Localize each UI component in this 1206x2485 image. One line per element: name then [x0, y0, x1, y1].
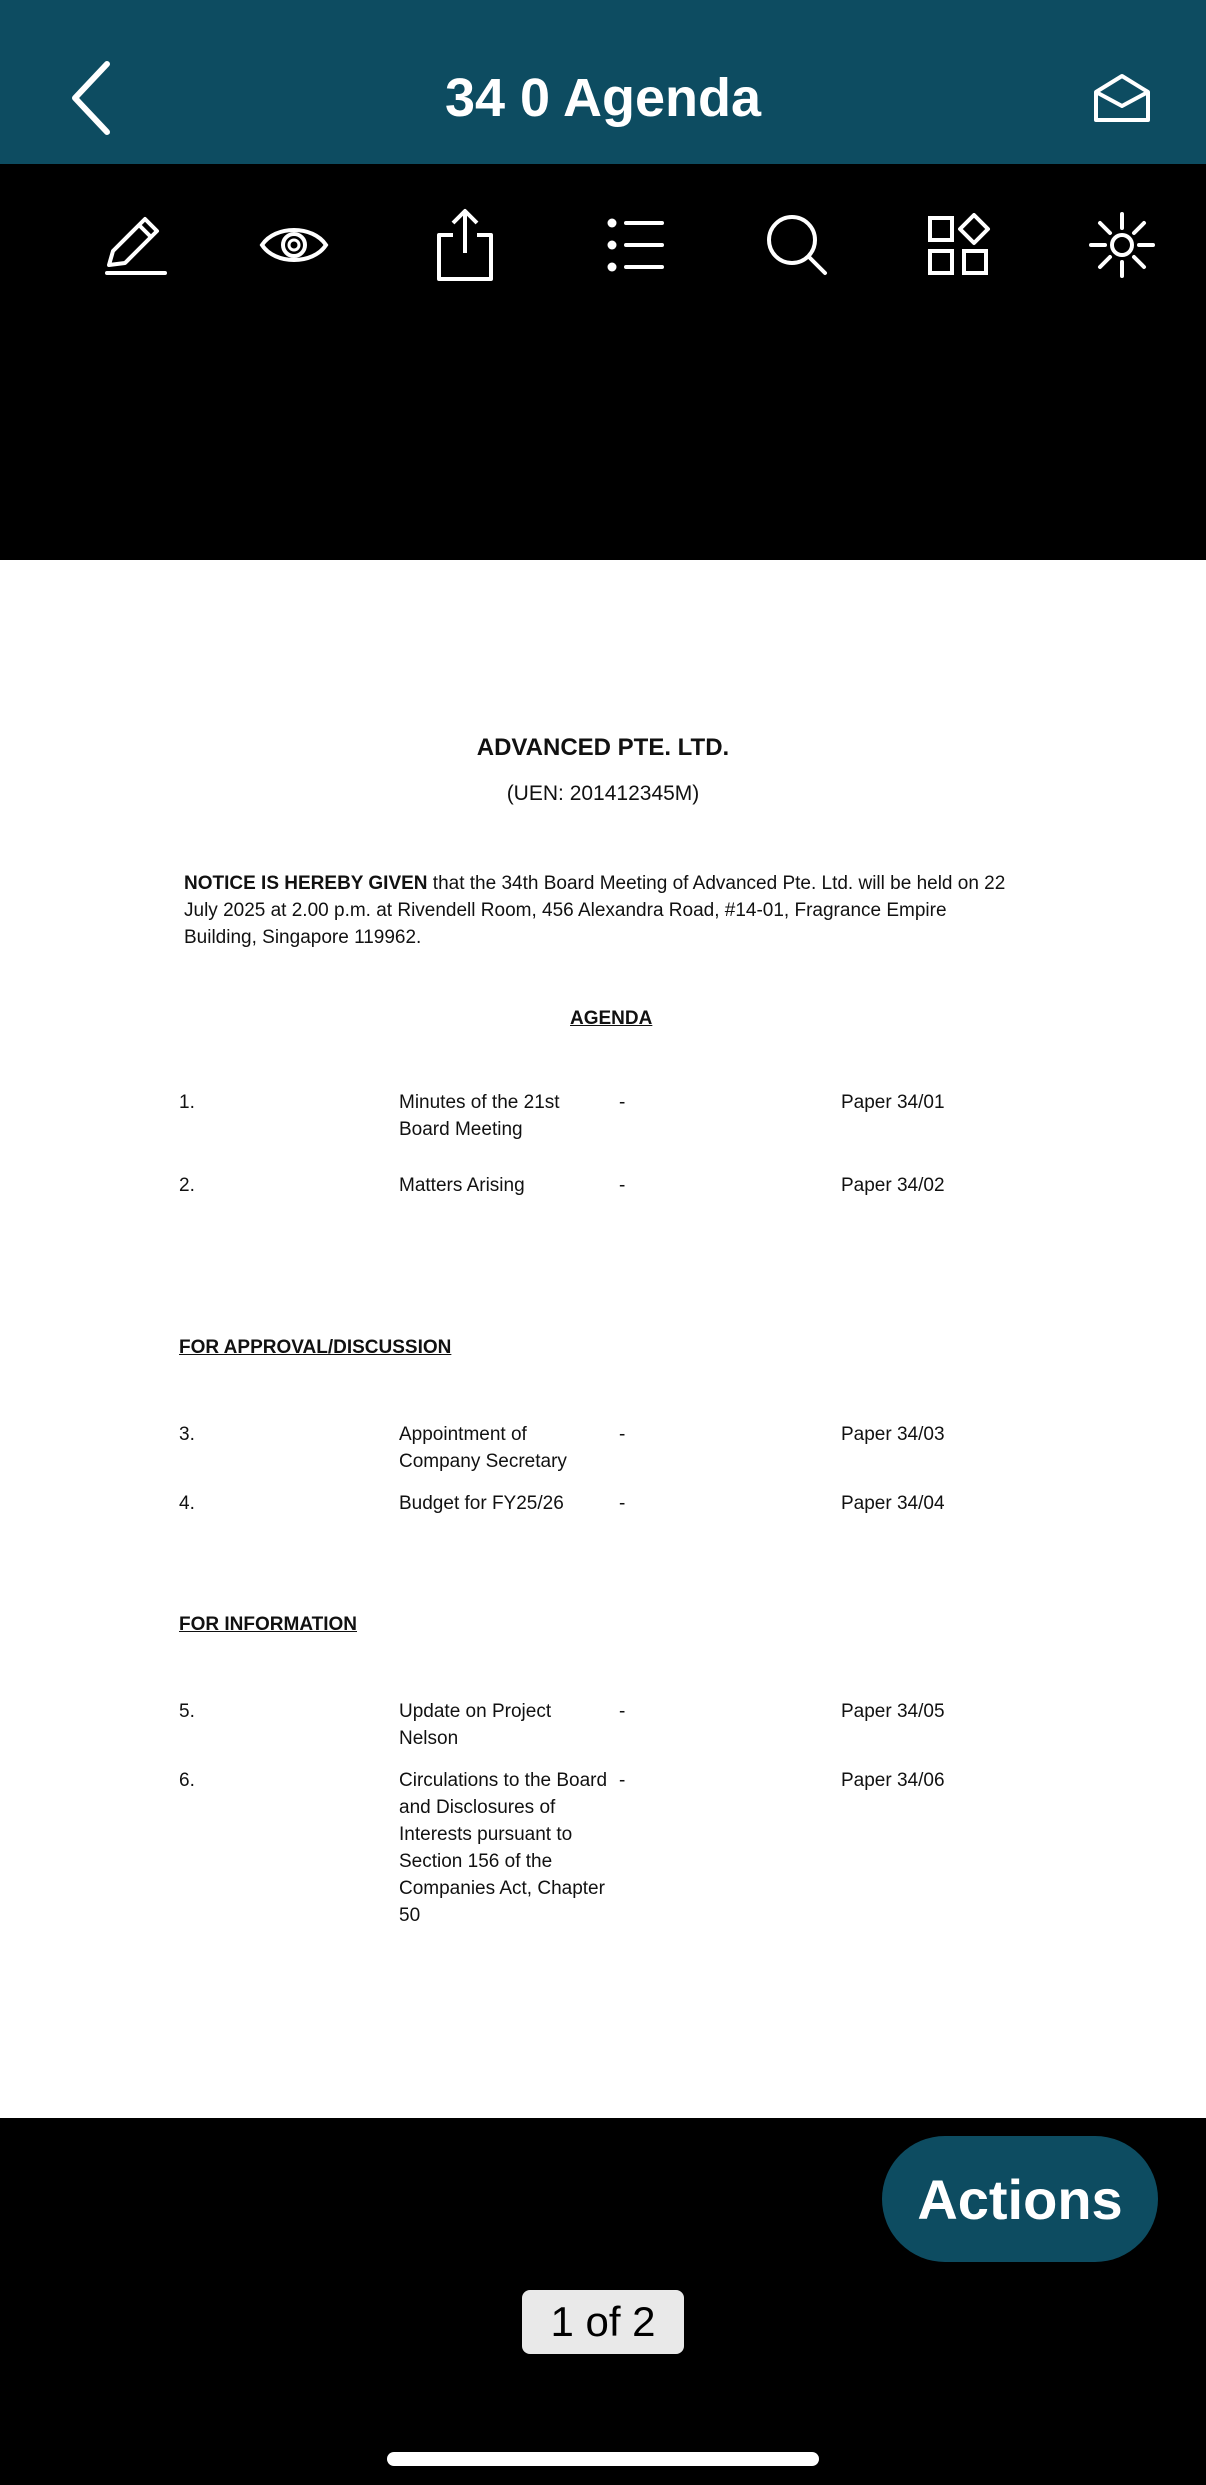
item-dash: -: [619, 1493, 626, 1514]
item-paper: Paper 34/01: [841, 1092, 945, 1113]
list-icon: [606, 217, 666, 273]
item-number: 6.: [179, 1770, 195, 1791]
annotate-button[interactable]: [80, 190, 190, 300]
item-title: Update on Project Nelson: [399, 1701, 552, 1749]
toolbar: [0, 164, 1206, 560]
item-number: 5.: [179, 1701, 195, 1722]
item-dash: -: [619, 1770, 626, 1791]
shapes-icon: [927, 213, 991, 277]
meeting-notice: [184, 870, 1024, 951]
item-paper: Paper 34/03: [841, 1424, 945, 1445]
item-dash: -: [619, 1092, 626, 1113]
actions-button[interactable]: Actions: [882, 2136, 1158, 2262]
open-envelope-icon: [1092, 72, 1152, 124]
item-title: Budget for FY25/26: [399, 1493, 564, 1514]
notice-line-3: Building, Singapore 119962.: [184, 927, 422, 948]
section-heading-information: FOR INFORMATION: [179, 1614, 358, 1635]
item-number: 2.: [179, 1175, 195, 1196]
item-paper: Paper 34/06: [841, 1770, 945, 1791]
item-title: Minutes of the 21st Board Meeting: [399, 1092, 560, 1140]
eye-icon: [259, 223, 329, 267]
bottom-bar: [0, 2118, 1206, 2485]
share-button[interactable]: [410, 190, 520, 300]
item-paper: Paper 34/05: [841, 1701, 945, 1722]
top-bar: [0, 0, 1206, 164]
notice-line-1: that the 34th Board Meeting of Advanced Pte. Ltd. will be held on 22: [427, 873, 1006, 894]
document-page: [0, 560, 1206, 2118]
item-title: Matters Arising: [399, 1175, 525, 1196]
item-paper: Paper 34/04: [841, 1493, 945, 1514]
pages-button[interactable]: [904, 190, 1014, 300]
search-button[interactable]: [742, 190, 852, 300]
brightness-icon: [1089, 212, 1155, 278]
back-button[interactable]: [52, 50, 132, 146]
item-dash: -: [619, 1175, 626, 1196]
item-paper: Paper 34/02: [841, 1175, 945, 1196]
brightness-button[interactable]: [1067, 190, 1177, 300]
section-heading-approval: FOR APPROVAL/DISCUSSION: [179, 1337, 452, 1358]
chevron-left-icon: [67, 58, 117, 138]
mail-button[interactable]: [1080, 62, 1164, 134]
page-title: 34 0 Agenda: [444, 68, 762, 128]
item-number: 4.: [179, 1493, 195, 1514]
company-name: ADVANCED PTE. LTD.: [476, 734, 730, 761]
notice-lead: NOTICE IS HEREBY GIVEN: [184, 873, 428, 894]
item-number: 3.: [179, 1424, 195, 1445]
notice-line-2: July 2025 at 2.00 p.m. at Rivendell Room, 456 Alexandra Road, #14-01, Fragrance Empire: [184, 900, 947, 921]
company-uen: (UEN: 201412345M): [506, 782, 700, 805]
page-indicator: 1 of 2: [522, 2290, 684, 2354]
item-title: Appointment of Company Secretary: [399, 1424, 567, 1472]
search-icon: [765, 213, 829, 277]
pencil-icon: [99, 213, 171, 277]
item-dash: -: [619, 1424, 626, 1445]
home-indicator[interactable]: [387, 2452, 819, 2466]
item-number: 1.: [179, 1092, 195, 1113]
outline-button[interactable]: [581, 190, 691, 300]
item-dash: -: [619, 1701, 626, 1722]
agenda-heading: AGENDA: [570, 1008, 653, 1029]
view-button[interactable]: [239, 190, 349, 300]
item-title: Circulations to the Board and Disclosures of Interests pursuant to Section 156 of the Companies Act, Chapter 50: [399, 1770, 608, 1926]
share-icon: [435, 207, 495, 283]
